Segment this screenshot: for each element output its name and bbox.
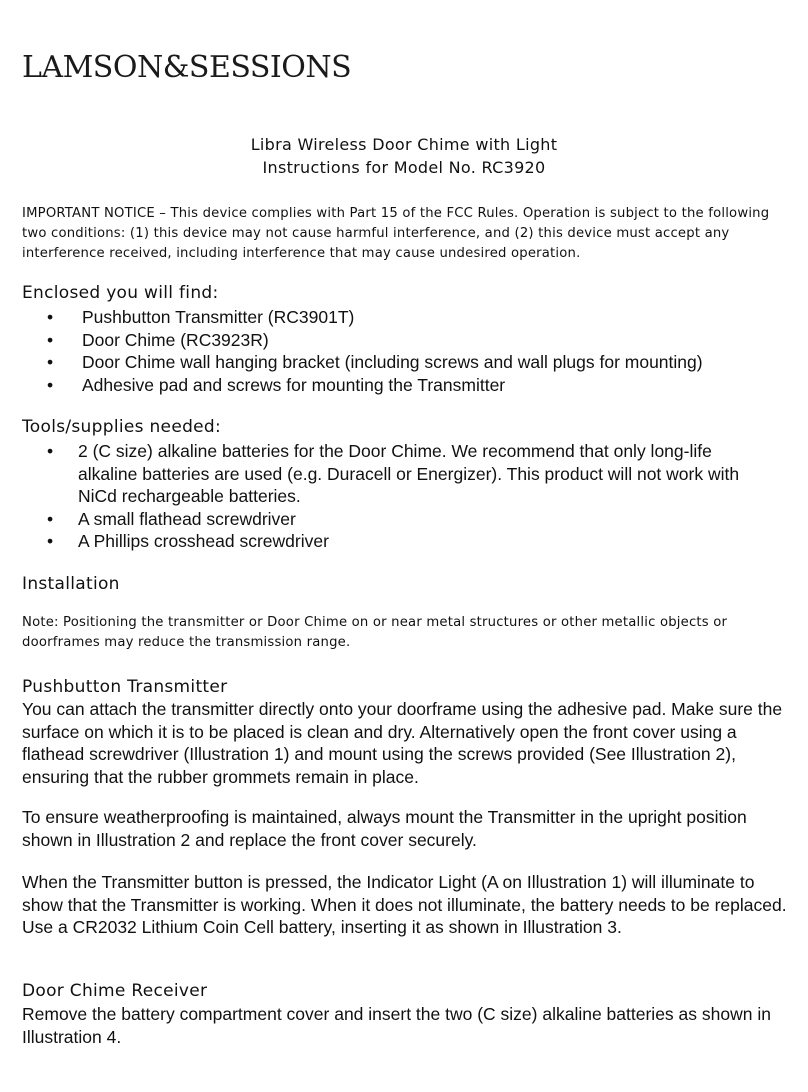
list-item: • A small flathead screwdriver [47, 508, 296, 529]
list-item: • 2 (C size) alkaline batteries for the Door Chime. We recommend that only long-life alkaline batteries are used (e.g. Duracell or Energizer). This product will not work with NiCd rechargeable batteries. [47, 441, 740, 506]
list-item: • Adhesive pad and screws for mounting the Transmitter [47, 374, 506, 395]
transmitter-paragraph-3: When the Transmitter button is pressed, the Indicator Light (A on Illustration 1) will illuminate to show that the Transmitter is working. When it does not illuminate, the battery needs to be replaced. Use a CR2032 Lithium Coin Cell battery, inserting it as shown in Illustration 3. [22, 872, 787, 937]
list-item: • Door Chime wall hanging bracket (including screws and wall plugs for mounting) [47, 352, 703, 372]
tools-heading: Tools/supplies needed: [22, 417, 222, 437]
enclosed-list [0, 306, 703, 396]
list-item: • Door Chime (RC3923R) [47, 329, 269, 350]
tools-list [0, 440, 760, 553]
list-item: • Pushbutton Transmitter (RC3901T) [47, 307, 355, 327]
document-subtitle: Instructions for Model No. RC3920 [262, 158, 546, 177]
transmitter-heading: Pushbutton Transmitter [22, 677, 228, 697]
receiver-paragraph-1: Remove the battery compartment cover and insert the two (C size) alkaline batteries as shown in Illustration 4. [22, 1004, 771, 1047]
installation-heading: Installation [22, 574, 120, 594]
list-item: • A Phillips crosshead screwdriver [47, 531, 329, 551]
company-logo: LAMSON&SESSIONS [22, 50, 352, 85]
transmitter-paragraph-1: You can attach the transmitter directly onto your doorframe using the adhesive pad. Make sure the surface on which it is to be placed is clean and dry. Alternatively open the front cover using a flathead screwdriver (Illustration 1) and mount using the screws provided (See Illustration 2), ensuring that the rubber grommets remain in place. [22, 699, 783, 787]
receiver-heading: Door Chime Receiver [22, 981, 208, 1001]
transmitter-paragraph-2: To ensure weatherproofing is maintained, always mount the Transmitter in the upright position shown in Illustration 2 and replace the front cover securely. [22, 807, 747, 850]
fcc-notice: IMPORTANT NOTICE – This device complies with Part 15 of the FCC Rules. Operation is subject to the following two conditions: (1) this device may not cause harmful interference, and (2) this device must accept any interference received, including interference that may cause undesired operation. [22, 206, 770, 261]
document-title: Libra Wireless Door Chime with Light [250, 135, 558, 154]
enclosed-heading: Enclosed you will find: [22, 283, 219, 303]
installation-note: Note: Positioning the transmitter or Door Chime on or near metal structures or other metallic objects or doorframes may reduce the transmission range. [22, 615, 728, 650]
